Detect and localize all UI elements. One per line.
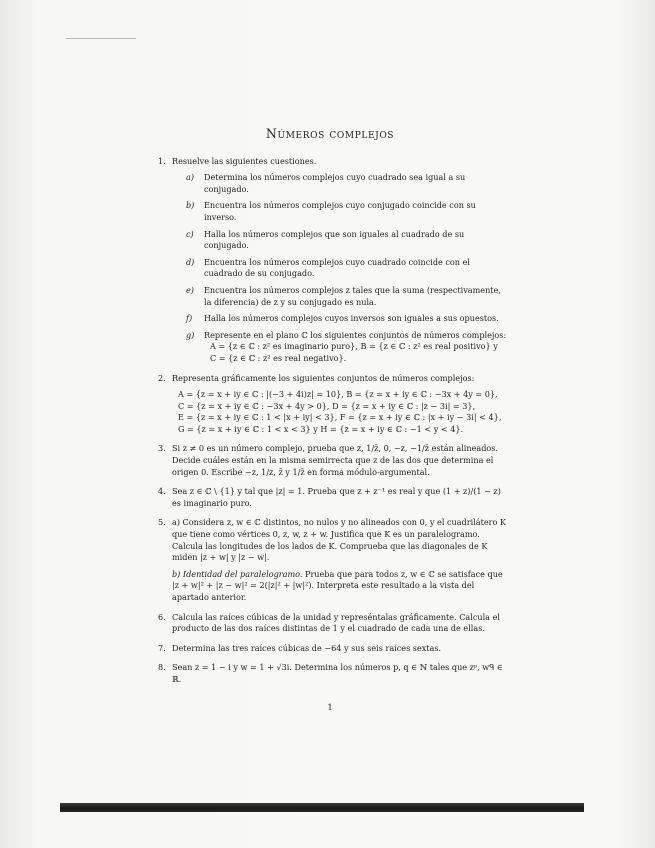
problem-text: Sean z = 1 − i y w = 1 + √3i. Determina los números p, q ∈ ℕ tales que zᵖ, wᑫ ∈ ℝ. (172, 662, 503, 684)
problem-2 (152, 373, 508, 436)
problem-5 (152, 517, 508, 603)
subitem-letter: c) (186, 228, 194, 239)
page-title: Números complejos (265, 126, 395, 141)
subitem-text: Encuentra los números complejos cuyo cuadrado coincide con el cuadrado de su conjugado. (204, 256, 470, 279)
subitem-c (172, 229, 508, 252)
set-line: G = {z = x + iy ∈ ℂ : 1 < x < 3} y H = {z = x + iy ∈ ℂ : −1 < y < 4}. (178, 423, 464, 434)
problem-intro: Resuelve las siguientes cuestiones. (172, 155, 317, 166)
subitem-f (172, 313, 508, 325)
subitem-d (172, 257, 508, 280)
problem-intro: Representa gráficamente los siguientes conjuntos de números complejos: (172, 372, 475, 383)
problem-4 (152, 486, 508, 509)
problem-1 (152, 156, 508, 365)
subitem-b (172, 200, 508, 223)
problem-part-a: a) Considera z, w ∈ ℂ distintos, no nulos y no alineados con 0, y el cuadrilátero K que tiene como vértices 0, z, w, z + w. Justifica que K es un paralelogramo. Calcula las longitudes de los lados de K. Comprueba que las diagonales de K miden |z + w| y |z − w|. (172, 517, 507, 563)
problem-number: 6. (158, 611, 166, 622)
problem-3 (152, 443, 508, 478)
subitem-g (172, 330, 508, 365)
problem-part-b (172, 569, 508, 604)
problem-8 (152, 662, 508, 685)
subitem-e (172, 285, 508, 308)
subitem-letter: f) (186, 313, 193, 324)
scan-edge-shadow (60, 803, 584, 812)
problem-text: Sea z ∈ ℂ \ {1} y tal que |z| = 1. Prueba que z + z⁻¹ es real y que (1 + z)/(1 − z) es imaginario puro. (172, 486, 501, 508)
set-line: E = {z = x + iy ∈ ℂ : 1 < |x + iy| < 3}, F = {z = x + iy ∈ ℂ : |x + iy − 3i| < 4}, (178, 412, 502, 423)
set-definitions (172, 389, 508, 435)
subitem-text: Encuentra los números complejos cuyo conjugado coincide con su inverso. (204, 200, 476, 222)
problem-number: 4. (158, 486, 166, 497)
subitem-letter: a) (186, 172, 194, 183)
exercise-sheet (152, 128, 508, 713)
set-line: A = {z ∈ ℂ : z² es imaginario puro}, B = {z ∈ ℂ : z² es real positivo} y (210, 341, 498, 352)
subitem-text: Halla los números complejos que son iguales al cuadrado de su conjugado. (204, 228, 465, 251)
problem-6 (152, 612, 508, 635)
set-line: C = {z ∈ ℂ : z² es real negativo}. (210, 352, 347, 363)
problem-number: 5. (158, 517, 166, 528)
subitem-letter: d) (186, 256, 195, 267)
problem-number: 8. (158, 662, 166, 673)
subitem-text: Determina los números complejos cuyo cuadrado sea igual a su conjugado. (204, 172, 466, 194)
subitem-text: Encuentra los números complejos z tales que la suma (respectivamente, la diferencia) de z y su conjugado es nula. (204, 284, 501, 307)
subitem-text: Halla los números complejos cuyos inversos son iguales a sus opuestos. (204, 313, 499, 324)
subitem-letter: g) (186, 329, 195, 340)
part-b-label: b) Identidad del paralelogramo. (172, 568, 303, 579)
set-line: A = {z = x + iy ∈ ℂ : |(−3 + 4i)z| = 10}, B = {z = x + iy ∈ ℂ : −3x + 4y = 0}, (178, 389, 498, 400)
problem-number: 2. (158, 372, 166, 383)
subitem-text: Represente en el plano ℂ los siguientes conjuntos de números complejos: (204, 329, 507, 340)
problem-text: Calcula las raíces cúbicas de la unidad y represéntalas gráficamente. Calcula el producto de las dos raíces distintas de 1 y el cuadrado de cada una de ellas. (172, 611, 500, 634)
problem-text: Determina las tres raíces cúbicas de −64 y sus seis raíces sextas. (172, 642, 442, 653)
problem-number: 1. (158, 155, 166, 166)
part-b-text: Prueba que para todos z, w ∈ ℂ se satisface que |z + w|² + |z − w|² = 2(|z|² + |w|²). Interpreta este resultado a la vista del apartado anterior. (172, 568, 503, 602)
subitem-letter: b) (186, 200, 195, 211)
subitem-a (172, 172, 508, 195)
problem-number: 7. (158, 642, 166, 653)
set-line: C = {z = x + iy ∈ ℂ : −3x + 4y > 0}, D = {z = x + iy ∈ ℂ : |z − 3i| = 3}, (178, 400, 476, 411)
problem-number: 3. (158, 443, 166, 454)
subitem-letter: e) (186, 284, 194, 295)
problem-text: Si z ≠ 0 es un número complejo, prueba que z, 1/z̄, 0, −z, −1/z̄ están alineados. Decide cuáles están en la misma semirrecta que z de las dos que determina el origen 0. Escribe −z, 1/z, z̄ y 1/z̄ en forma módulo-argumental. (172, 443, 498, 477)
page-number: 1 (327, 701, 333, 712)
problem-7 (152, 643, 508, 655)
scan-mark (66, 38, 136, 39)
